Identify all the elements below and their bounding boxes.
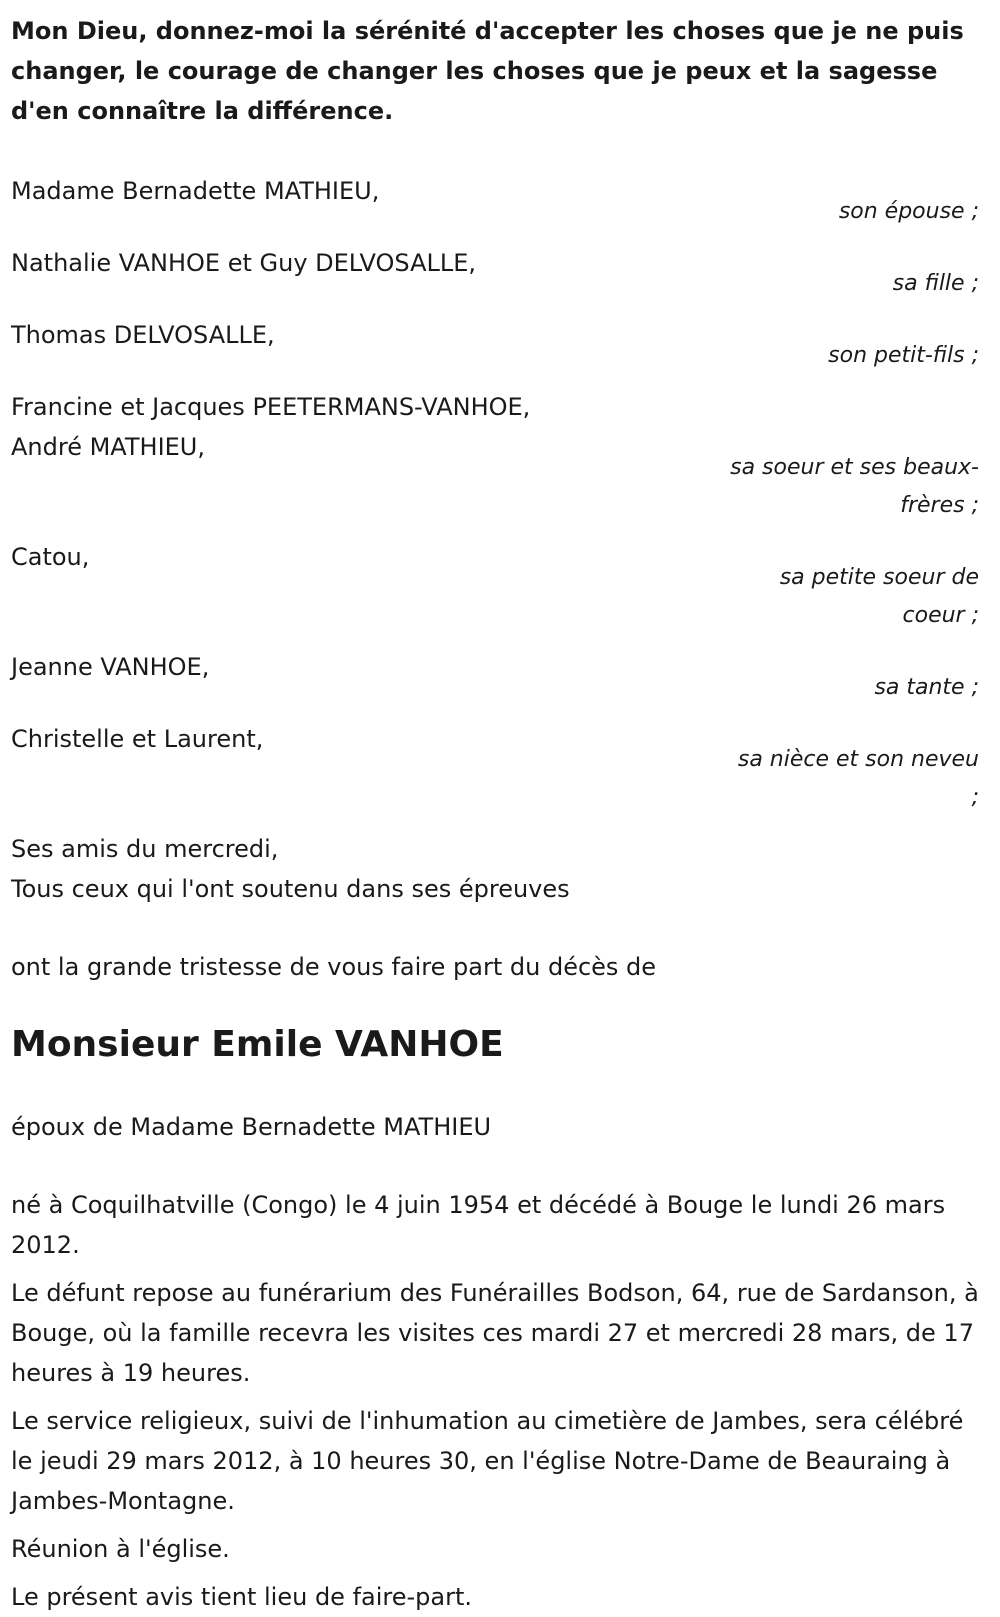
family-name-line: Jeanne VANHOE, <box>11 653 210 681</box>
friends-line: Ses amis du mercredi, <box>11 835 279 863</box>
family-role-text: sa soeur et ses beaux-frères ; <box>730 455 979 518</box>
spouse-line: époux de Madame Bernadette MATHIEU <box>11 1113 492 1141</box>
family-name-line: André MATHIEU, <box>11 433 206 461</box>
family-name-line: Francine et Jacques PEETERMANS-VANHOE, <box>11 393 531 421</box>
obituary-notice <box>11 0 979 1617</box>
family-role <box>11 559 979 635</box>
family-name-line: Christelle et Laurent, <box>11 725 264 753</box>
family-role-text: sa tante ; <box>874 675 979 700</box>
prayer-text: Mon Dieu, donnez-moi la sérénité d'accepter les choses que je ne puis changer, le courage de changer les choses que je peux et la sagesse d'en connaître la différence. <box>11 17 964 125</box>
family-role-text: sa fille ; <box>892 271 979 296</box>
funerarium-paragraph: Le défunt repose au funérarium des Funérailles Bodson, 64, rue de Sardanson, à Bouge, où la famille recevra les visites ces mardi 27 et mercredi 28 mars, de 17 heures à 19 heures. <box>11 1279 979 1387</box>
family-role-text: sa nièce et son neveu ; <box>737 747 979 810</box>
family-entry-aunt <box>11 647 979 707</box>
family-role-text: sa petite soeur de coeur ; <box>779 565 979 628</box>
friends-line: Tous ceux qui l'ont soutenu dans ses épreuves <box>11 875 570 903</box>
family-list <box>11 171 979 817</box>
friends-block <box>11 829 979 909</box>
family-name-line: Catou, <box>11 543 90 571</box>
service-paragraph: Le service religieux, suivi de l'inhumation au cimetière de Jambes, sera célébré le jeudi 29 mars 2012, à 10 heures 30, en l'église Notre-Dame de Beauraing à Jambes-Montagne. <box>11 1407 964 1515</box>
family-entry-spouse <box>11 171 979 231</box>
family-name-line: Thomas DELVOSALLE, <box>11 321 275 349</box>
family-entry-sister-brothers-in-law <box>11 387 979 525</box>
family-entry-heart-sister <box>11 537 979 635</box>
notice-paragraph: Le présent avis tient lieu de faire-part. <box>11 1583 473 1611</box>
family-name-line: Nathalie VANHOE et Guy DELVOSALLE, <box>11 249 477 277</box>
family-role-text: son épouse ; <box>838 199 979 224</box>
announcement-text: ont la grande tristesse de vous faire part du décès de <box>11 953 657 981</box>
family-entry-grandson <box>11 315 979 375</box>
family-entry-niece-nephew <box>11 719 979 817</box>
family-name-line: Madame Bernadette MATHIEU, <box>11 177 380 205</box>
birth-death-paragraph: né à Coquilhatville (Congo) le 4 juin 1954 et décédé à Bouge le lundi 26 mars 2012. <box>11 1191 946 1259</box>
family-entry-daughter <box>11 243 979 303</box>
gathering-paragraph: Réunion à l'église. <box>11 1535 230 1563</box>
family-role-text: son petit-fils ; <box>828 343 979 368</box>
deceased-name: Monsieur Emile VANHOE <box>11 1024 504 1065</box>
